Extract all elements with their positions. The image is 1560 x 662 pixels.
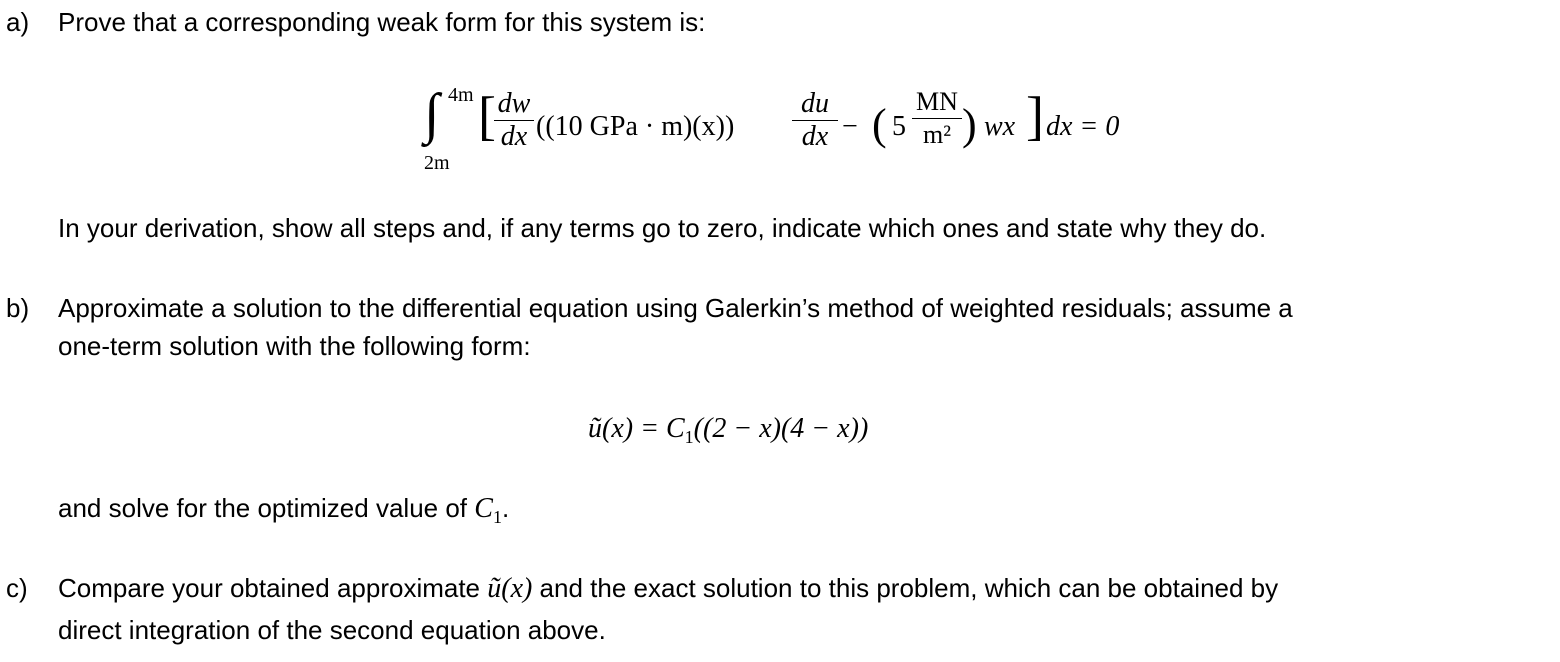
upper-limit: 4m xyxy=(448,84,474,106)
solve-text: and solve for the optimized value of xyxy=(58,493,475,523)
lower-limit: 2m xyxy=(424,152,450,174)
dx-denominator: dx xyxy=(500,121,528,152)
du-numerator: du xyxy=(801,88,829,119)
solve-c-sub: 1 xyxy=(492,507,502,527)
dw-numerator: dw xyxy=(497,88,531,119)
part-c-label: c) xyxy=(6,573,28,603)
part-a-label: a) xyxy=(6,7,30,37)
modulus-term: ((10 GPa · m)(x)) xyxy=(536,111,735,142)
part-c-line1 xyxy=(58,572,1278,605)
equation-tail: dx = 0 xyxy=(1046,111,1120,142)
part-c-line2: direct integration of the second equation above. xyxy=(58,615,606,645)
part-b-solve-line xyxy=(58,492,509,527)
part-b-label: b) xyxy=(6,293,30,323)
part-c-text-b: and the exact solution to this problem, which can be obtained by xyxy=(532,573,1279,603)
part-b-line1: Approximate a solution to the differential equation using Galerkin’s method of weighted residuals; assume a xyxy=(58,293,1293,323)
wx-term: wx xyxy=(984,111,1016,142)
solve-c: C xyxy=(474,493,493,524)
trial-c: C xyxy=(665,413,685,444)
part-a-prompt: Prove that a corresponding weak form for this system is: xyxy=(58,7,706,37)
minus-sign: − xyxy=(842,111,858,142)
left-paren: ( xyxy=(872,100,887,149)
trial-solution-equation xyxy=(588,412,868,448)
left-bracket: [ xyxy=(478,86,496,146)
part-c-text-a: Compare your obtained approximate xyxy=(58,573,488,603)
dx-denominator-2: dx xyxy=(801,121,829,152)
trial-c-sub: 1 xyxy=(684,427,694,447)
integral-sign: ∫ xyxy=(424,83,440,145)
right-bracket: ] xyxy=(1026,86,1044,146)
dw-dx-fraction xyxy=(494,88,534,153)
load-coefficient: 5 xyxy=(892,111,906,142)
trial-lhs: ũ(x) = xyxy=(588,413,666,444)
mn-per-m2-fraction xyxy=(912,86,962,151)
part-b-line2: one-term solution with the following form: xyxy=(58,331,531,361)
du-dx-fraction xyxy=(792,88,838,153)
mn-numerator: MN xyxy=(916,87,958,116)
part-c-u-tilde: ũ(x) xyxy=(487,573,533,604)
part-a-instruction: In your derivation, show all steps and, if any terms go to zero, indicate which ones and state why they do. xyxy=(58,213,1267,243)
trial-rhs: ((2 − x)(4 − x)) xyxy=(693,413,869,444)
solve-end: . xyxy=(501,493,510,523)
m2-denominator: m² xyxy=(922,120,952,149)
right-paren: ) xyxy=(962,100,977,149)
